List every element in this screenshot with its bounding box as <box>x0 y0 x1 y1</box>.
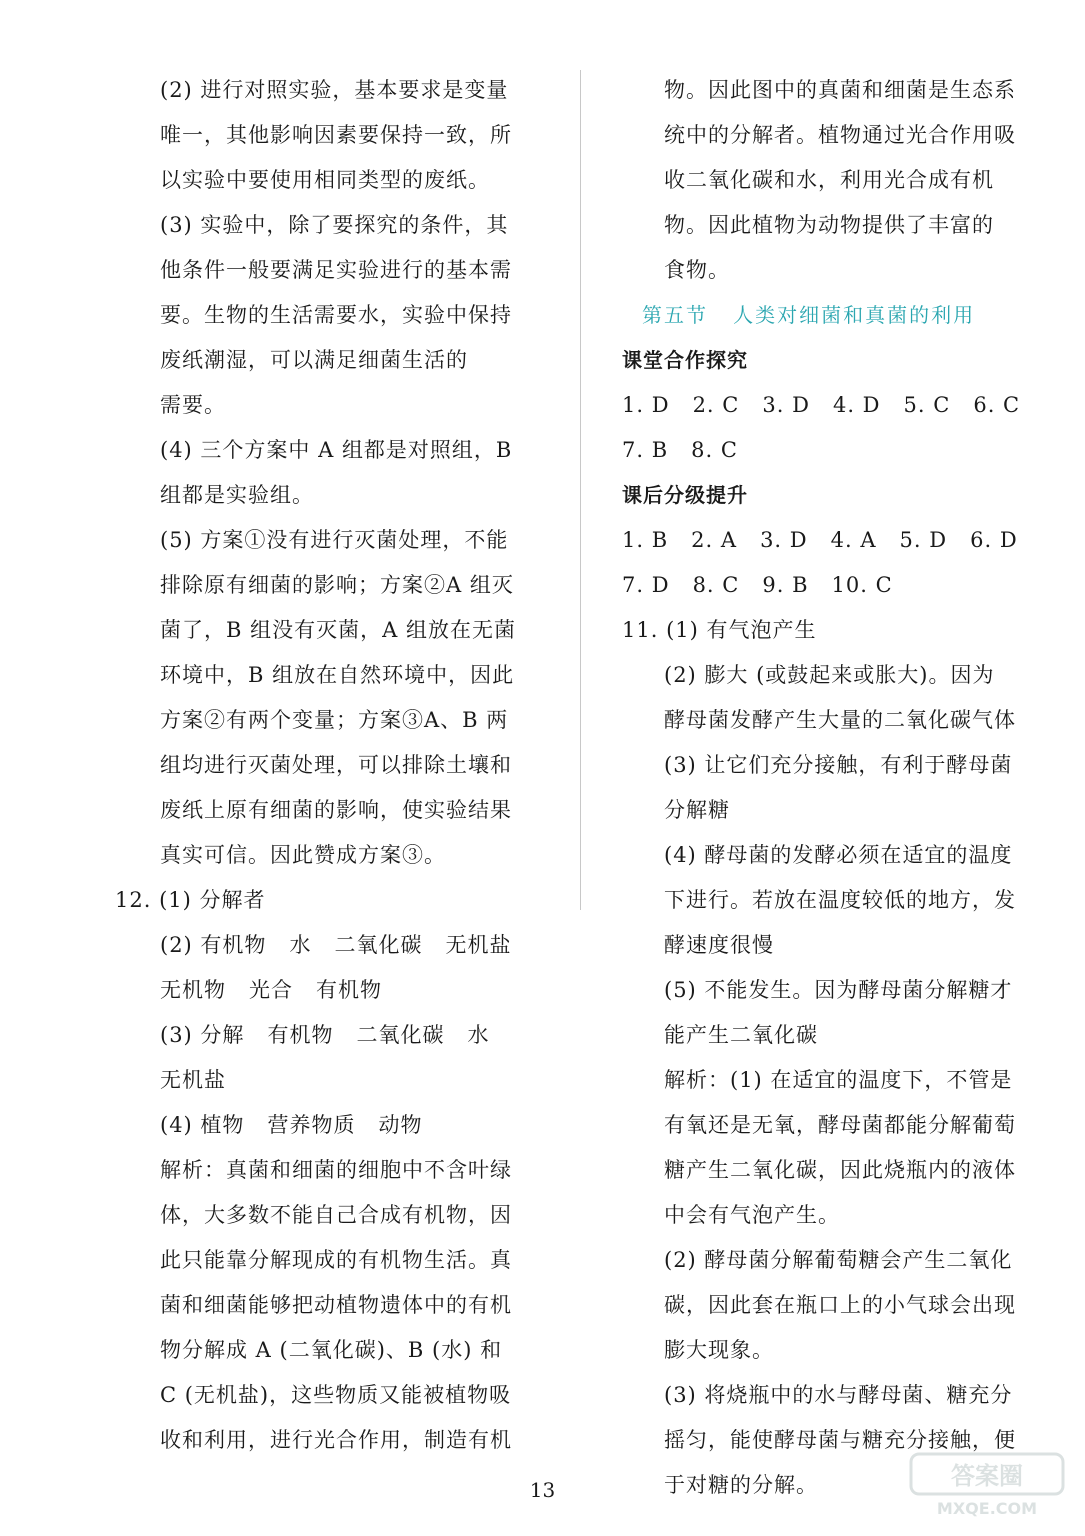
text-line: 需要。 <box>160 393 226 417</box>
subsection-heading: 课堂合作探究 <box>622 348 748 372</box>
text-line: 此只能靠分解现成的有机物生活。真 <box>160 1248 512 1272</box>
text-line: 碳，因此套在瓶口上的小气球会出现 <box>664 1293 1016 1317</box>
text-line: 食物。 <box>664 258 730 282</box>
answer-line: 7. D 8. C 9. B 10. C <box>622 573 893 597</box>
column-divider <box>580 70 581 910</box>
question-12-line: 12. (1) 分解者 <box>115 888 266 912</box>
text-line: 解析：(1) 在适宜的温度下，不管是 <box>664 1068 1013 1092</box>
text-line: (3) 实验中，除了要探究的条件，其 <box>160 213 509 237</box>
text-line: (5) 不能发生。因为酵母菌分解糖才 <box>664 978 1013 1002</box>
svg-text:答案圈: 答案圈 <box>951 1462 1023 1490</box>
text-line: 废纸潮湿，可以满足细菌生活的 <box>160 348 468 372</box>
text-line: 于对糖的分解。 <box>664 1473 818 1497</box>
answer-line: 1. D 2. C 3. D 4. D 5. C 6. C <box>622 393 1021 417</box>
text-line: (4) 酵母菌的发酵必须在适宜的温度 <box>664 843 1013 867</box>
text-line: 中会有气泡产生。 <box>664 1203 840 1227</box>
text-line: 收二氧化碳和水，利用光合成有机 <box>664 168 994 192</box>
text-line: 方案②有两个变量；方案③A、B 两 <box>160 708 509 732</box>
text-line: 酵速度很慢 <box>664 933 774 957</box>
text-line: 物。因此植物为动物提供了丰富的 <box>664 213 994 237</box>
text-line: 收和利用，进行光合作用，制造有机 <box>160 1428 512 1452</box>
text-line: (2) 酵母菌分解葡萄糖会产生二氧化 <box>664 1248 1013 1272</box>
text-line: 菌和细菌能够把动植物遗体中的有机 <box>160 1293 512 1317</box>
watermark-logo <box>907 1450 1067 1520</box>
text-line: 物。因此图中的真菌和细菌是生态系 <box>664 78 1016 102</box>
text-line: 要。生物的生活需要水，实验中保持 <box>160 303 512 327</box>
text-line: 组均进行灭菌处理，可以排除土壤和 <box>160 753 512 777</box>
answer-line: 1. B 2. A 3. D 4. A 5. D 6. D <box>622 528 1018 552</box>
text-line: 能产生二氧化碳 <box>664 1023 818 1047</box>
text-line: 体，大多数不能自己合成有机物，因 <box>160 1203 512 1227</box>
text-line: 真实可信。因此赞成方案③。 <box>160 843 446 867</box>
text-line: 他条件一般要满足实验进行的基本需 <box>160 258 512 282</box>
text-line: (4) 三个方案中 A 组都是对照组，B <box>160 438 513 462</box>
svg-text:MXQE.COM: MXQE.COM <box>936 1499 1038 1518</box>
text-line: 无机物 光合 有机物 <box>160 978 383 1002</box>
question-11-line: 11. (1) 有气泡产生 <box>622 618 817 642</box>
right-column <box>622 68 1047 1508</box>
text-line: 无机盐 <box>160 1068 226 1092</box>
text-line: (4) 植物 营养物质 动物 <box>160 1113 423 1137</box>
text-line: 以实验中要使用相同类型的废纸。 <box>160 168 490 192</box>
text-line: (3) 让它们充分接触，有利于酵母菌 <box>664 753 1013 777</box>
text-line: (5) 方案①没有进行灭菌处理，不能 <box>160 528 509 552</box>
text-line: 废纸上原有细菌的影响，使实验结果 <box>160 798 512 822</box>
text-line: 下进行。若放在温度较低的地方，发 <box>664 888 1016 912</box>
subsection-heading: 课后分级提升 <box>622 483 748 507</box>
text-line: 糖产生二氧化碳，因此烧瓶内的液体 <box>664 1158 1016 1182</box>
text-line: (3) 将烧瓶中的水与酵母菌、糖充分 <box>664 1383 1013 1407</box>
text-line: 组都是实验组。 <box>160 483 314 507</box>
text-line: 统中的分解者。植物通过光合作用吸 <box>664 123 1016 147</box>
text-line: 酵母菌发酵产生大量的二氧化碳气体 <box>664 708 1016 732</box>
section-heading: 第五节 人类对细菌和真菌的利用 <box>642 303 976 327</box>
left-column <box>115 68 545 1463</box>
text-line: 有氧还是无氧，酵母菌都能分解葡萄 <box>664 1113 1016 1137</box>
text-line: 环境中，B 组放在自然环境中，因此 <box>160 663 515 687</box>
text-line: (2) 膨大 (或鼓起来或胀大)。因为 <box>664 663 995 687</box>
text-line: 分解糖 <box>664 798 730 822</box>
text-line: (2) 进行对照实验，基本要求是变量 <box>160 78 509 102</box>
text-line: (2) 有机物 水 二氧化碳 无机盐 <box>160 933 512 957</box>
text-line: 排除原有细菌的影响；方案②A 组灭 <box>160 573 514 597</box>
text-line: 解析：真菌和细菌的细胞中不含叶绿 <box>160 1158 512 1182</box>
text-line: 膨大现象。 <box>664 1338 774 1362</box>
text-line: (3) 分解 有机物 二氧化碳 水 <box>160 1023 490 1047</box>
text-line: 唯一，其他影响因素要保持一致，所 <box>160 123 512 147</box>
text-line: C (无机盐)，这些物质又能被植物吸 <box>160 1383 512 1407</box>
answer-line: 7. B 8. C <box>622 438 738 462</box>
page-number: 13 <box>529 1478 556 1502</box>
text-line: 菌了，B 组没有灭菌，A 组放在无菌 <box>160 618 516 642</box>
text-line: 物分解成 A (二氧化碳)、B (水) 和 <box>160 1338 503 1362</box>
text-line: 摇匀，能使酵母菌与糖充分接触，便 <box>664 1428 1016 1452</box>
